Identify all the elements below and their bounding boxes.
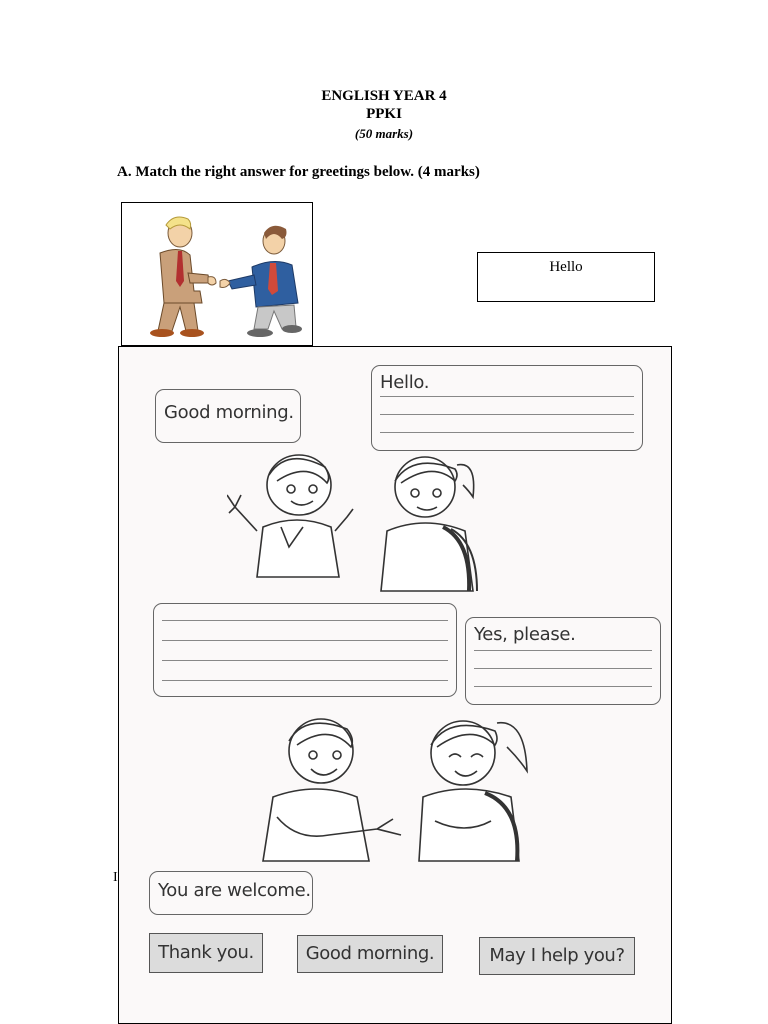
- good-morning-bubble: [155, 389, 301, 443]
- boy-waving-illustration: [227, 447, 357, 597]
- handshake-picture: [121, 202, 313, 346]
- writing-line: [162, 660, 448, 661]
- yes-please-text: Yes, please.: [474, 624, 576, 645]
- dialogue-worksheet-scan: [118, 346, 672, 1024]
- good-morning-text: Good morning.: [164, 402, 294, 423]
- boy-offering-help-illustration: [257, 711, 407, 871]
- stray-mark: I: [113, 870, 118, 885]
- writing-line: [474, 686, 652, 687]
- total-marks: (50 marks): [354, 126, 414, 141]
- writing-line: [380, 414, 634, 415]
- option-good-morning: Good morning.: [297, 935, 443, 973]
- hello-bubble-text: Hello.: [380, 372, 430, 393]
- hello-answer-box: [477, 252, 655, 302]
- yes-please-bubble: [465, 617, 661, 705]
- girl-with-bag-illustration: [373, 451, 493, 597]
- you-are-welcome-bubble: [149, 871, 313, 915]
- writing-line: [474, 650, 652, 651]
- option-thank-you: Thank you.: [149, 933, 263, 973]
- you-are-welcome-text: You are welcome.: [158, 880, 311, 901]
- writing-line: [474, 668, 652, 669]
- worksheet-title: ENGLISH YEAR 4: [321, 88, 447, 104]
- writing-line: [380, 432, 634, 433]
- option-may-i-help-you: May I help you?: [479, 937, 635, 975]
- writing-line: [162, 620, 448, 621]
- hello-bubble: [371, 365, 643, 451]
- worksheet-subtitle: PPKI: [366, 106, 402, 122]
- girl-smiling-illustration: [415, 711, 555, 871]
- writing-line: [380, 396, 634, 397]
- section-a-instruction: A. Match the right answer for greetings below. (4 marks): [117, 164, 480, 180]
- writing-line: [162, 640, 448, 641]
- businessmen-handshake-illustration: [122, 203, 312, 345]
- writing-line: [162, 680, 448, 681]
- empty-answer-bubble: [153, 603, 457, 697]
- hello-answer-text: Hello: [549, 259, 583, 275]
